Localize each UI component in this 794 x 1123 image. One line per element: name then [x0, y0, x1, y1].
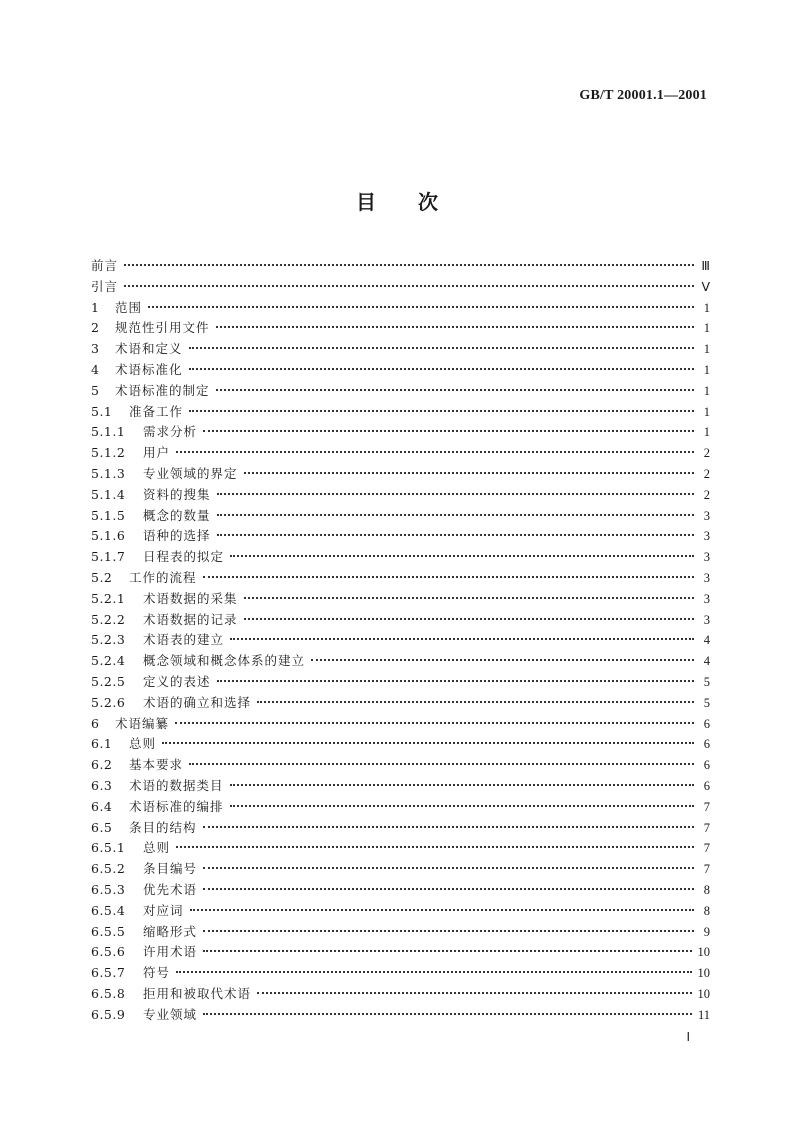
dot-leader — [189, 368, 694, 370]
toc-entry[interactable] — [91, 922, 710, 943]
dot-leader — [257, 701, 694, 703]
toc-entry-page: Ⅴ — [701, 279, 710, 294]
toc-entry-page: 1 — [703, 342, 710, 357]
toc-entry-label: 前言 — [91, 258, 119, 273]
toc-entry[interactable] — [91, 755, 710, 776]
dot-leader — [230, 784, 694, 786]
toc-entry[interactable] — [91, 672, 710, 693]
toc-entry-page: 3 — [703, 570, 710, 585]
dot-leader — [230, 638, 694, 640]
toc-entry-label: 专业领域 — [143, 1006, 198, 1022]
toc-entry[interactable] — [91, 464, 710, 485]
toc-entry-page: 10 — [697, 966, 710, 981]
toc-entry-number: 5.2 — [91, 569, 113, 585]
toc-entry-page: 6 — [703, 758, 710, 773]
toc-entry[interactable] — [91, 942, 710, 963]
toc-entry-label: 资料的搜集 — [143, 486, 211, 502]
toc-entry-number: 4 — [91, 361, 100, 377]
toc-entry-number: 5.1.3 — [91, 465, 126, 481]
toc-entry[interactable] — [91, 797, 710, 818]
toc-entry-page: 8 — [703, 903, 710, 918]
toc-entry-label: 准备工作 — [129, 403, 184, 419]
toc-entry[interactable] — [91, 339, 710, 360]
toc-entry-number: 2 — [91, 320, 100, 336]
toc-entry-page: 6 — [703, 778, 710, 793]
toc-entry-label: 定义的表述 — [143, 673, 211, 689]
toc-entry[interactable] — [91, 693, 710, 714]
dot-leader — [216, 389, 694, 391]
dot-leader — [217, 493, 694, 495]
toc-entry-number: 5 — [91, 382, 100, 398]
toc-entry[interactable] — [91, 381, 710, 402]
dot-leader — [216, 326, 694, 328]
toc-entry[interactable] — [91, 838, 710, 859]
toc-entry[interactable] — [91, 776, 710, 797]
dot-leader — [176, 846, 694, 848]
toc-entry-number: 6.5.6 — [91, 944, 126, 960]
toc-entry-page: 3 — [703, 612, 710, 627]
toc-entry-label: 概念领域和概念体系的建立 — [143, 653, 306, 669]
toc-entry[interactable] — [91, 1005, 710, 1026]
toc-entry-label: 术语编纂 — [115, 715, 170, 731]
toc-entry-page: 5 — [703, 674, 710, 689]
toc-entry-page: 1 — [703, 321, 710, 336]
dot-leader — [244, 472, 694, 474]
toc-entry-page: 2 — [703, 446, 710, 461]
toc-entry-label: 工作的流程 — [129, 569, 197, 585]
dot-leader — [203, 1013, 692, 1015]
toc-entry-number: 6.5 — [91, 819, 113, 835]
toc-entry-label: 语种的选择 — [143, 528, 211, 544]
toc-entry-page: 7 — [703, 841, 710, 856]
toc-entry-number: 6.5.4 — [91, 902, 126, 918]
toc-entry[interactable] — [91, 526, 710, 547]
toc-entry-number: 6.2 — [91, 757, 113, 773]
dot-leader — [176, 451, 694, 453]
toc-entry-label: 术语标准的编排 — [129, 798, 224, 814]
dot-leader — [203, 430, 694, 432]
toc-entry-page: 3 — [703, 591, 710, 606]
dot-leader — [311, 659, 694, 661]
dot-leader — [189, 347, 694, 349]
dot-leader — [257, 992, 691, 994]
toc-entry-label: 总则 — [143, 840, 171, 856]
page-title: 目次 — [356, 190, 480, 214]
page-number: Ⅰ — [686, 1030, 690, 1044]
toc-entry-number: 5.2.6 — [91, 694, 126, 710]
toc-entry-page: Ⅲ — [701, 259, 710, 273]
dot-leader — [203, 888, 694, 890]
toc-entry-number: 6.5.5 — [91, 923, 126, 939]
toc-entry-page: 11 — [697, 1007, 710, 1022]
toc-entry[interactable] — [91, 880, 710, 901]
dot-leader — [162, 742, 694, 744]
toc-entry-number: 5.1.4 — [91, 486, 126, 502]
toc-entry-page: 1 — [703, 383, 710, 398]
toc-entry[interactable] — [91, 485, 710, 506]
dot-leader — [217, 534, 694, 536]
toc-entry-page: 3 — [703, 529, 710, 544]
toc-entry-number: 6.5.1 — [91, 840, 126, 856]
toc-entry-number: 5.1.1 — [91, 424, 126, 440]
toc-entry-label: 用户 — [143, 445, 171, 461]
toc-entry[interactable] — [91, 901, 710, 922]
toc-entry-page: 7 — [703, 862, 710, 877]
toc-entry-number: 5.1.7 — [91, 549, 126, 565]
toc-entry-number: 6.5.2 — [91, 861, 126, 877]
toc-entry-page: 10 — [697, 986, 710, 1001]
toc-entry[interactable] — [91, 568, 710, 589]
toc-entry-number: 6.5.7 — [91, 965, 126, 981]
toc-entry-number: 6.5.9 — [91, 1006, 126, 1022]
toc-entry-label: 对应词 — [143, 902, 184, 918]
toc-entry-page: 1 — [703, 362, 710, 377]
toc-entry[interactable] — [91, 506, 710, 527]
toc-entry-label: 基本要求 — [129, 757, 184, 773]
toc-entry-label: 优先术语 — [143, 881, 198, 897]
toc-entry[interactable] — [91, 360, 710, 381]
toc-entry-label: 许用术语 — [143, 944, 198, 960]
toc-entry[interactable] — [91, 734, 710, 755]
dot-leader — [175, 722, 694, 724]
dot-leader — [124, 285, 694, 287]
toc-entry-page: 8 — [703, 882, 710, 897]
toc-entry-label: 专业领域的界定 — [143, 465, 238, 481]
toc-entry[interactable] — [91, 630, 710, 651]
toc-entry-label: 术语数据的采集 — [143, 590, 238, 606]
toc-entry-label: 术语标准的制定 — [115, 382, 210, 398]
toc-entry-page: 7 — [703, 820, 710, 835]
toc-entry[interactable] — [91, 859, 710, 880]
toc-entry-number: 6.3 — [91, 777, 113, 793]
dot-leader — [203, 576, 694, 578]
toc-entry-number: 5.1.6 — [91, 528, 126, 544]
toc-entry[interactable] — [91, 298, 710, 319]
toc-entry-label: 术语和定义 — [115, 341, 183, 357]
toc-entry-label: 符号 — [143, 965, 171, 981]
toc-entry-page: 2 — [703, 466, 710, 481]
toc-entry-number: 5.2.4 — [91, 653, 126, 669]
toc-entry[interactable] — [91, 610, 710, 631]
standard-code: GB/T 20001.1—2001 — [579, 88, 707, 103]
toc-entry[interactable] — [91, 443, 710, 464]
dot-leader — [190, 909, 694, 911]
dot-leader — [230, 805, 694, 807]
dot-leader — [217, 680, 694, 682]
toc-entry-label: 条目的结构 — [129, 819, 197, 835]
toc-entry[interactable] — [91, 589, 710, 610]
toc-entry-number: 1 — [91, 299, 100, 315]
toc-entry-label: 日程表的拟定 — [143, 549, 225, 565]
toc-entry-label: 总则 — [129, 736, 157, 752]
toc-entry-number: 5.2.2 — [91, 611, 126, 627]
toc-entry-label: 引言 — [91, 278, 119, 294]
toc-entry-page: 3 — [703, 508, 710, 523]
toc-entry-number: 6.5.8 — [91, 985, 126, 1001]
toc-entry-label: 术语的确立和选择 — [143, 694, 252, 710]
toc-entry[interactable] — [91, 277, 710, 298]
toc-entry-number: 5.1 — [91, 403, 113, 419]
toc-entry-page: 10 — [697, 945, 710, 960]
toc-entry-number: 6.5.3 — [91, 881, 126, 897]
toc-entry-number: 6.4 — [91, 798, 113, 814]
toc-entry[interactable] — [91, 963, 710, 984]
toc-entry-label: 术语的数据类目 — [129, 777, 224, 793]
toc-entry-number: 5.2.1 — [91, 590, 126, 606]
toc-entry[interactable] — [91, 818, 710, 839]
dot-leader — [203, 867, 694, 869]
toc-entry-label: 需求分析 — [143, 424, 198, 440]
toc-entry-number: 5.2.5 — [91, 673, 126, 689]
toc-entry-label: 缩略形式 — [143, 923, 198, 939]
toc-entry[interactable] — [91, 984, 710, 1005]
dot-leader — [217, 514, 694, 516]
dot-leader — [176, 971, 691, 973]
toc-entry-page: 1 — [703, 300, 710, 315]
dot-leader — [203, 826, 694, 828]
toc-entry-number: 5.2.3 — [91, 632, 126, 648]
dot-leader — [244, 597, 694, 599]
toc-entry-label: 规范性引用文件 — [115, 320, 210, 336]
toc-entry[interactable] — [91, 402, 710, 423]
toc-entry-page: 1 — [703, 404, 710, 419]
dot-leader — [203, 950, 691, 952]
toc-entry[interactable] — [91, 714, 710, 735]
toc-entry-label: 拒用和被取代术语 — [143, 985, 252, 1001]
toc-entry-label: 术语表的建立 — [143, 632, 225, 648]
toc-entry-number: 6.1 — [91, 736, 113, 752]
dot-leader — [189, 410, 694, 412]
toc-entry[interactable] — [91, 318, 710, 339]
toc-entry-label: 条目编号 — [143, 861, 198, 877]
toc-entry[interactable] — [91, 422, 710, 443]
toc-entry-page: 6 — [703, 737, 710, 752]
toc-entry-page: 5 — [703, 695, 710, 710]
table-of-contents — [91, 256, 710, 1025]
toc-entry-page: 3 — [703, 550, 710, 565]
toc-entry-label: 范围 — [115, 299, 143, 315]
toc-entry-page: 4 — [703, 633, 710, 648]
toc-entry-page: 6 — [703, 716, 710, 731]
dot-leader — [203, 930, 694, 932]
toc-entry-page: 4 — [703, 654, 710, 669]
toc-entry-page: 1 — [703, 425, 710, 440]
toc-entry-number: 3 — [91, 341, 100, 357]
toc-entry-number: 5.1.2 — [91, 445, 126, 461]
dot-leader — [244, 618, 694, 620]
toc-entry-number: 6 — [91, 715, 100, 731]
toc-entry-label: 概念的数量 — [143, 507, 211, 523]
toc-entry-page: 9 — [703, 924, 710, 939]
toc-entry-page: 2 — [703, 487, 710, 502]
toc-entry[interactable] — [91, 256, 710, 277]
toc-entry-label: 术语标准化 — [115, 361, 183, 377]
toc-entry-page: 7 — [703, 799, 710, 814]
toc-entry[interactable] — [91, 547, 710, 568]
dot-leader — [230, 555, 694, 557]
dot-leader — [148, 306, 694, 308]
dot-leader — [189, 763, 694, 765]
toc-entry-label: 术语数据的记录 — [143, 611, 238, 627]
toc-entry-number: 5.1.5 — [91, 507, 126, 523]
toc-entry[interactable] — [91, 651, 710, 672]
dot-leader — [124, 264, 694, 266]
